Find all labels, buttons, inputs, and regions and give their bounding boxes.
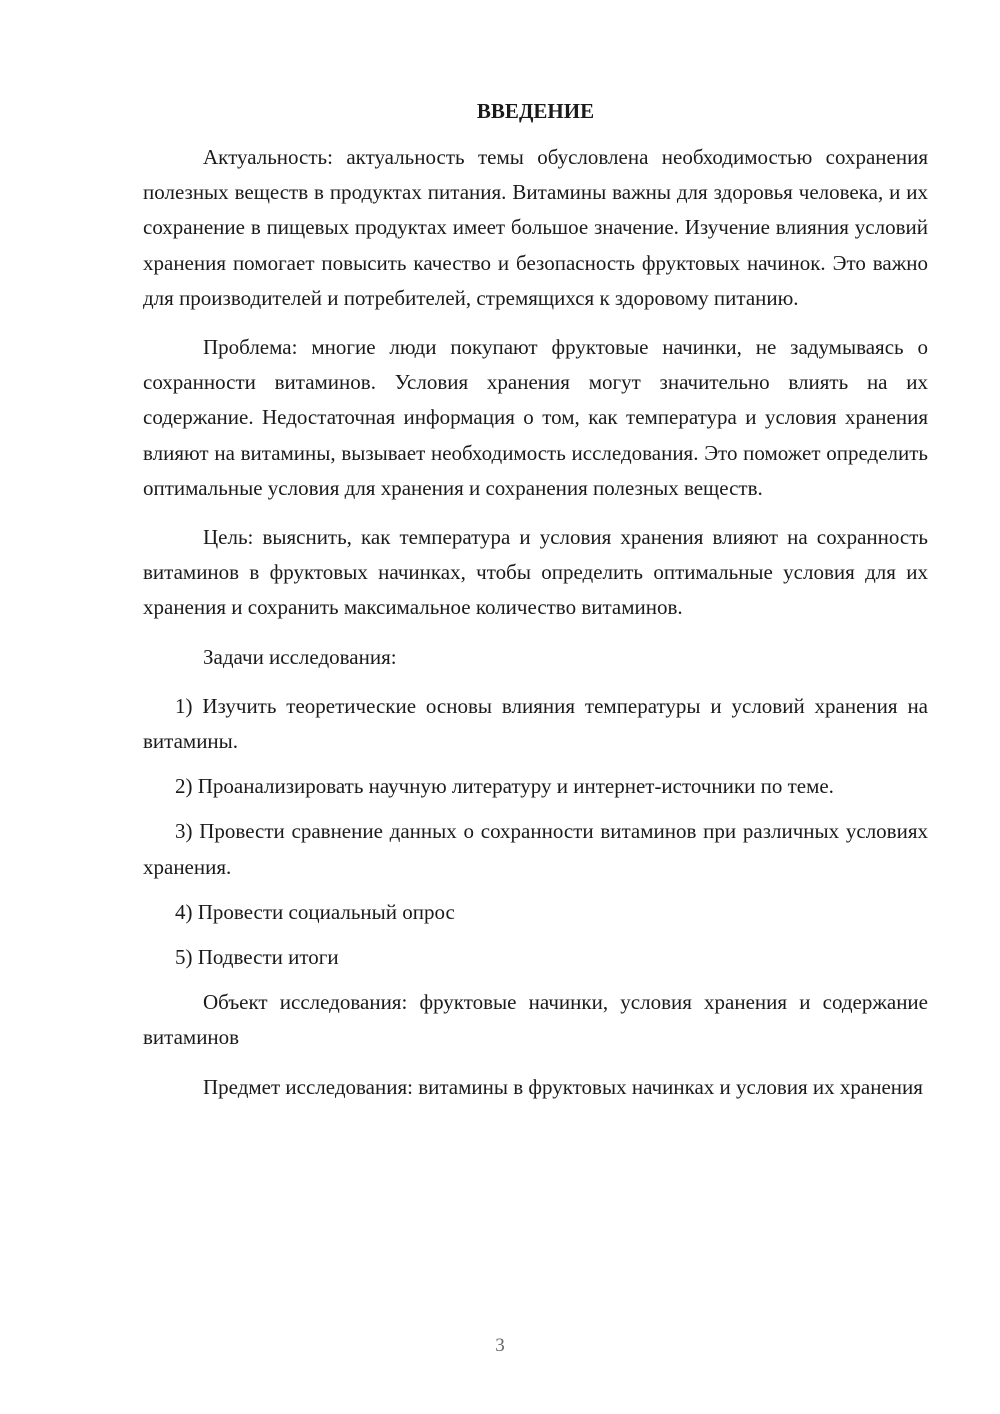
document-body [143, 96, 928, 1119]
task-item: 1) Изучить теоретические основы влияния температуры и условий хранения на витамины. [143, 693, 928, 754]
page-number: 3 [495, 1335, 505, 1356]
task-item: 4) Провести социальный опрос [175, 899, 455, 924]
tasks-heading: Задачи исследования: [203, 644, 397, 669]
goal-paragraph: Цель: выяснить, как температура и условия хранения влияют на сохранность витаминов в фруктовых начинках, чтобы определить оптимальные условия для их хранения и сохранить максимальное количество витаминов. [143, 525, 928, 620]
section-heading: ВВЕДЕНИЕ [476, 99, 595, 123]
subject-paragraph: Предмет исследования: витамины в фруктовых начинках и условия их хранения [203, 1074, 923, 1099]
problem-paragraph: Проблема: многие люди покупают фруктовые начинки, не задумываясь о сохранности витаминов. Условия хранения могут значительно влиять на их содержание. Недостаточная информация о том, как температура и условия хранения влияют на витамины, вызывает необходимость исследования. Это поможет определить оптимальные условия для хранения и сохранения полезных веществ. [143, 335, 928, 500]
task-item: 5) Подвести итоги [175, 945, 339, 970]
task-item: 3) Провести сравнение данных о сохранности витаминов при различных условиях хранения. [143, 819, 928, 879]
object-paragraph: Объект исследования: фруктовые начинки, условия хранения и содержание витаминов [143, 990, 928, 1050]
task-item: 2) Проанализировать научную литературу и интернет-источники по теме. [175, 774, 834, 799]
relevance-paragraph: Актуальность: актуальность темы обусловлена необходимостью сохранения полезных веществ в продуктах питания. Витамины важны для здоровья человека, и их сохранение в пищевых продуктах имеет большое значение. Изучение влияния условий хранения помогает повысить качество и безопасность фруктовых начинок. Это важно для производителей и потребителей, стремящихся к здоровому питанию. [143, 145, 928, 310]
tasks-list [143, 689, 928, 975]
